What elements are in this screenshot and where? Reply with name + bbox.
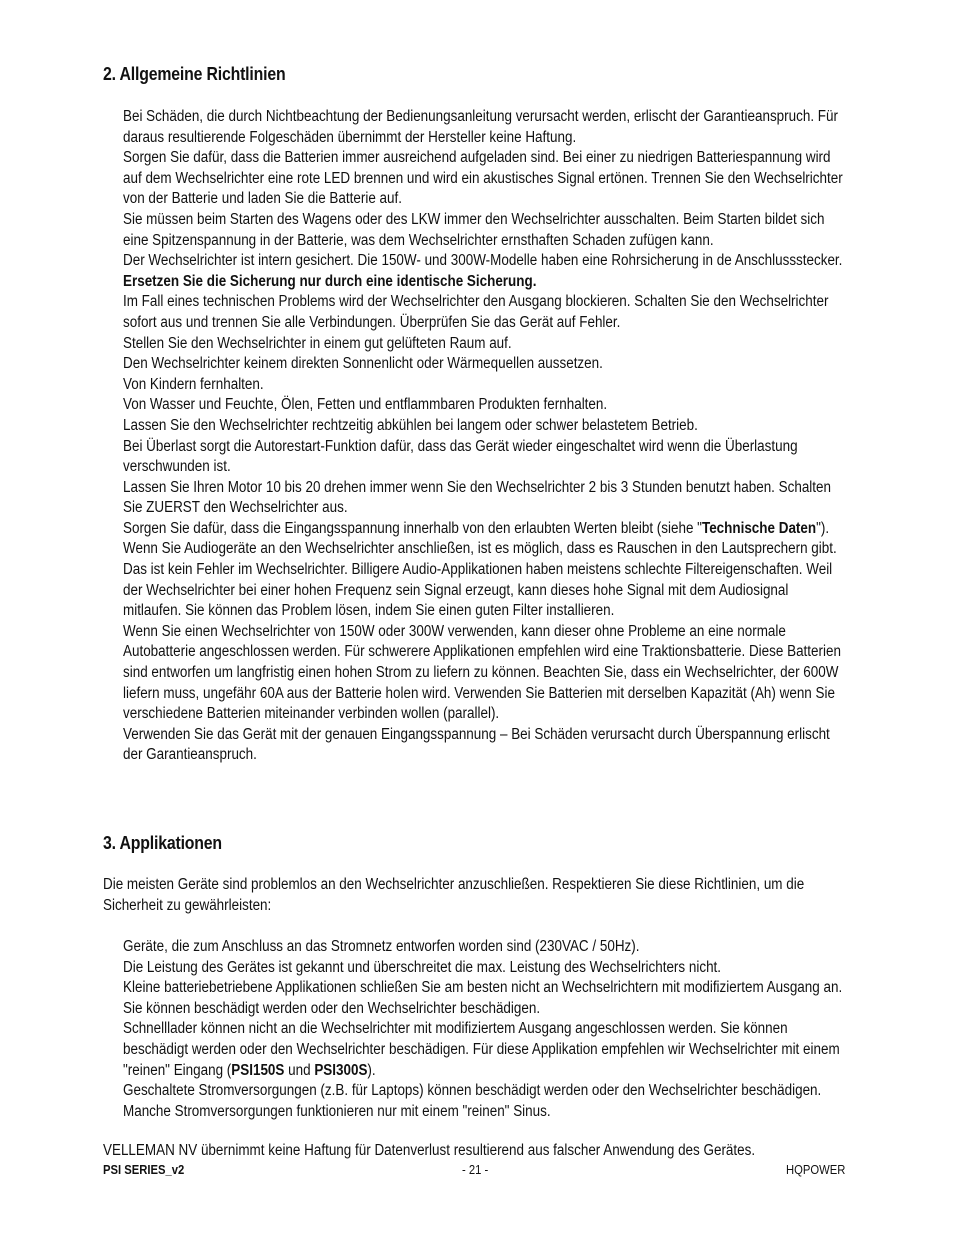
model-psi150s: PSI150S xyxy=(231,1061,285,1079)
close-text: ). xyxy=(367,1061,376,1079)
list-item: Bei Schäden, die durch Nichtbeachtung der Bedienungsanleitung verursacht werden, erlischt der Garantieanspruch. Für daraus resultierende Folgeschäden übernimmt der Hersteller keine Haftung. xyxy=(123,108,838,146)
list-item: Geräte, die zum Anschluss an das Stromnetz entworfen worden sind (230VAC / 50Hz). xyxy=(123,938,640,955)
list-item: Von Kindern fernhalten. xyxy=(123,375,264,393)
voltage-text: Sorgen Sie dafür, dass die Eingangsspannung innerhalb von den erlaubten Werten bleibt (siehe " xyxy=(123,519,702,537)
list-item xyxy=(123,1019,850,1081)
list-item: Von Wasser und Feuchte, Ölen, Fetten und entflammbaren Produkten fernhalten. xyxy=(123,396,608,414)
list-item: Im Fall eines technischen Problems wird der Wechselrichter den Ausgang blockieren. Schalten Sie den Wechselrichter sofort aus und trennen Sie alle Verbindungen. Überprüfen Sie das Gerät auf Fehler. xyxy=(123,293,829,331)
list-item: Kleine batteriebetriebene Applikationen schließen Sie am besten nicht an Wechselrichtern mit modifiziertem Ausgang an. Sie können beschädigt werden oder den Wechselrichter beschädigen. xyxy=(123,979,843,1017)
section-3-heading: 3. Applikationen xyxy=(103,833,222,853)
footer-brand: HQPOWER xyxy=(786,1163,846,1177)
voltage-text-end: "). xyxy=(816,519,830,537)
model-psi300s: PSI300S xyxy=(314,1061,368,1079)
tech-data-reference: Technische Daten xyxy=(701,519,817,537)
list-item: Geschaltete Stromversorgungen (z.B. für Laptops) können beschädigt werden oder den Wechselrichter beschädigen. Manche Stromversorgungen funktionieren nur mit einem "reinen" Sinus. xyxy=(123,1082,822,1120)
list-item: Den Wechselrichter keinem direkten Sonnenlicht oder Wärmequellen aussetzen. xyxy=(123,355,603,373)
disclaimer: VELLEMAN NV übernimmt keine Haftung für Datenverlust resultierend aus falscher Anwendung des Gerätes. xyxy=(103,1142,756,1159)
list-item: Lassen Sie den Wechselrichter rechtzeitig abkühlen bei langem oder schwer belastetem Betrieb. xyxy=(123,416,698,434)
list-item: Sorgen Sie dafür, dass die Batterien immer ausreichend aufgeladen sind. Bei einer zu niedrigen Batteriespannung wird auf dem Wechselrichter eine rote LED brennen und wird ein akustisches Signal ertönen. Trennen Sie den Wechselrichter von der Batterie und laden Sie die Batterie auf. xyxy=(123,149,843,208)
list-item: Wenn Sie Audiogeräte an den Wechselrichter anschließen, ist es möglich, dass es Rauschen in den Lautsprechern gibt. Das ist kein Fehler im Wechselrichter. Billigere Audio-Applikationen haben meistens schlechte Filtereigenschaften. Weil der Wechselrichter bei einer hohen Frequenz sein Signal erzeugt, kann dieses hohe Signal mit dem Audiosignal mitlaufen. Sie können das Problem lösen, indem Sie einen guten Filter installieren. xyxy=(123,540,837,620)
fuse-text: Der Wechselrichter ist intern gesichert. Die 150W- und 300W-Modelle haben eine Rohrsicherung in de Anschlussstecker. xyxy=(123,252,843,270)
and-text: und xyxy=(284,1061,315,1079)
charger-text: Schnelllader können nicht an die Wechselrichter mit modifiziertem Ausgang angeschlossen werden. Sie können beschädigt werden oder den Wechselrichter beschädigen. Für diese Applikation empfehlen wir Wechselrichter mit einem "reinen" Eingang ( xyxy=(123,1020,840,1079)
applications-intro: Die meisten Geräte sind problemlos an den Wechselrichter anzuschließen. Respektieren Sie diese Richtlinien, um die Sicherheit zu gewährleisten: xyxy=(103,876,805,914)
list-item: Bei Überlast sorgt die Autorestart-Funktion dafür, dass das Gerät wieder eingeschaltet wird wenn die Überlastung verschwunden ist. xyxy=(123,437,798,476)
list-item: Wenn Sie einen Wechselrichter von 150W oder 300W verwenden, kann dieser ohne Probleme an eine normale Autobatterie angeschlossen werden. Für schwerere Applikationen empfehlen wird eine Traktionsbatterie. Diese Batterien sind entworfen um langfristig einen hohen Strom zu liefern zu können. Beachten Sie, dass ein Wechselrichter, der 600W liefern muss, ungefähr 60A aus der Batterie holen wird. Verwenden Sie Batterien mit derselben Kapazität (Ah) wenn Sie verschiedene Batterien miteinander verbinden wollen (parallel). xyxy=(123,622,841,723)
applications-list xyxy=(123,937,954,1122)
list-item: Lassen Sie Ihren Motor 10 bis 20 drehen immer wenn Sie den Wechselrichter 2 bis 3 Stunden benutzt haben. Schalten Sie ZUERST den Wechselrichter aus. xyxy=(123,478,832,517)
list-item: Die Leistung des Gerätes ist gekannt und überschreitet die max. Leistung des Wechselrichters nicht. xyxy=(123,958,722,976)
list-item xyxy=(123,519,850,540)
general-guidelines-list xyxy=(123,107,954,766)
section-2-heading: 2. Allgemeine Richtlinien xyxy=(103,64,286,84)
page-number: - 21 - xyxy=(462,1163,489,1177)
list-item: Stellen Sie den Wechselrichter in einem gut gelüfteten Raum auf. xyxy=(123,334,512,352)
list-item xyxy=(123,251,850,292)
list-item: Sie müssen beim Starten des Wagens oder des LKW immer den Wechselrichter ausschalten. Beim Starten bildet sich eine Spitzenspannung in der Batterie, was dem Wechselrichter ernsthaften Schaden zufügen kann. xyxy=(123,210,825,249)
list-item: Verwenden Sie das Gerät mit der genauen Eingangsspannung – Bei Schäden verursacht durch Überspannung erlischt der Garantieanspruch. xyxy=(123,725,830,764)
footer-series: PSI SERIES_v2 xyxy=(103,1163,185,1177)
fuse-warning: Ersetzen Sie die Sicherung nur durch eine identische Sicherung. xyxy=(123,272,537,290)
